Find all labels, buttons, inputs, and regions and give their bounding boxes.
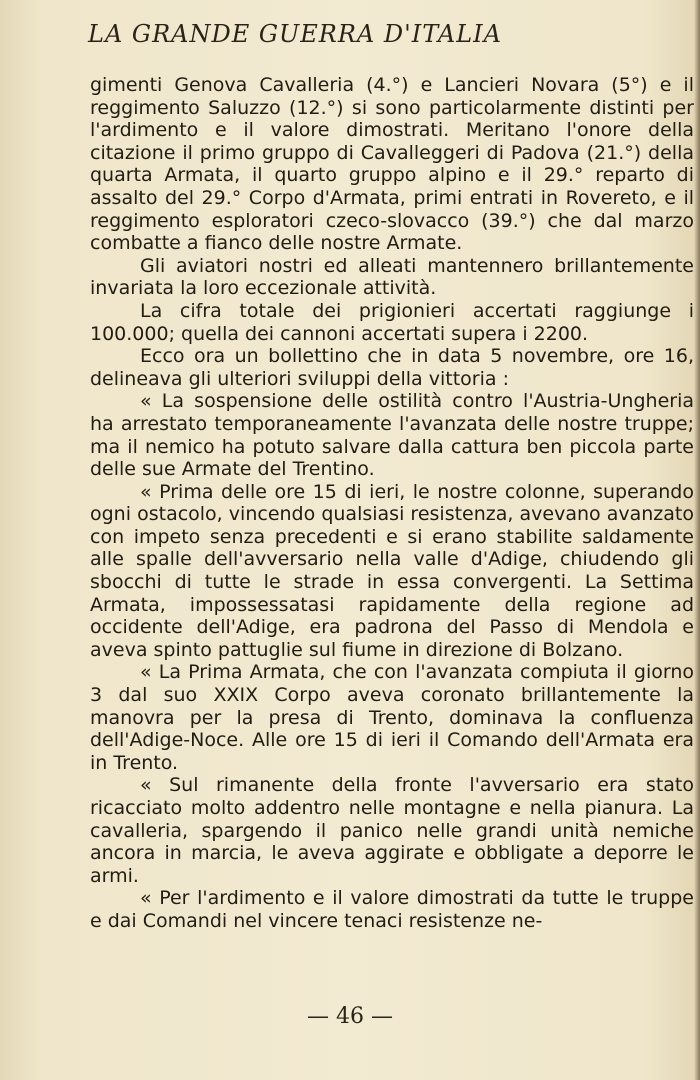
page-number: — 46 — xyxy=(307,1004,393,1029)
page-body xyxy=(90,74,694,933)
running-header: LA GRANDE GUERRA D'ITALIA xyxy=(88,20,502,48)
page-edge-shadow xyxy=(694,0,700,1080)
paragraph-7: « La Prima Armata, che con l'avanzata compiuta il giorno 3 dal suo XXIX Corpo aveva coronato brillantemente la manovra per la presa di Trento, dominava la confluenza dell'Adige-Noce. Alle ore 15 di ieri il Comando dell'Armata era in Trento. xyxy=(90,661,694,774)
paragraph-3: La cifra totale dei prigionieri accertati raggiunge i 100.000; quella dei cannoni accertati supera i 2200. xyxy=(90,299,694,345)
paragraph-5: « La sospensione delle ostilità contro l'Austria-Ungheria ha arrestato temporaneamente l'avanzata delle nostre truppe; ma il nemico ha potuto salvare dalla cattura ben piccola parte delle sue Armate del Trentino. xyxy=(90,390,694,481)
paragraph-9: « Per l'ardimento e il valore dimostrati da tutte le truppe e dai Comandi nel vincere tenaci resistenze ne- xyxy=(90,887,694,932)
paragraph-8: « Sul rimanente della fronte l'avversario era stato ricacciato molto addentro nelle montagne e nella pianura. La cavalleria, spargendo il panico nelle grandi unità nemiche ancora in marcia, le aveva aggirate e obbligate a deporre le armi. xyxy=(90,774,694,887)
paragraph-1: gimenti Genova Cavalleria (4.°) e Lancieri Novara (5°) e il reggimento Saluzzo (12.°) si sono particolarmente distinti per l'ardimento e il valore dimostrati. Meritano l'onore della citazione il primo gruppo di Cavalleggeri di Padova (21.°) della quarta Armata, il quarto gruppo alpino e il 29.° reparto di assalto del 29.° Corpo d'Armata, primi entrati in Rovereto, e il reggimento esploratori czeco-slovacco (39.°) che dal marzo combatte a fianco delle nostre Armate. xyxy=(90,74,694,255)
paragraph-2: Gli aviatori nostri ed alleati mantennero brillantemente invariata la loro eccezionale attività. xyxy=(90,254,694,300)
paragraph-6: « Prima delle ore 15 di ieri, le nostre colonne, superando ogni ostacolo, vincendo qualsiasi resistenza, avevano avanzato con impeto senza precedenti e si erano stabilite saldamente alle spalle dell'avversario nella valle d'Adige, chiudendo gli sbocchi di tutte le strade in essa convergenti. La Settima Armata, impossessatasi rapidamente della regione ad occidente dell'Adige, era padrona del Passo di Mendola e aveva spinto pattuglie sul fiume in direzione di Bolzano. xyxy=(90,480,694,661)
paragraph-4: Ecco ora un bollettino che in data 5 novembre, ore 16, delineava gli ulteriori sviluppi della vittoria : xyxy=(90,345,694,390)
